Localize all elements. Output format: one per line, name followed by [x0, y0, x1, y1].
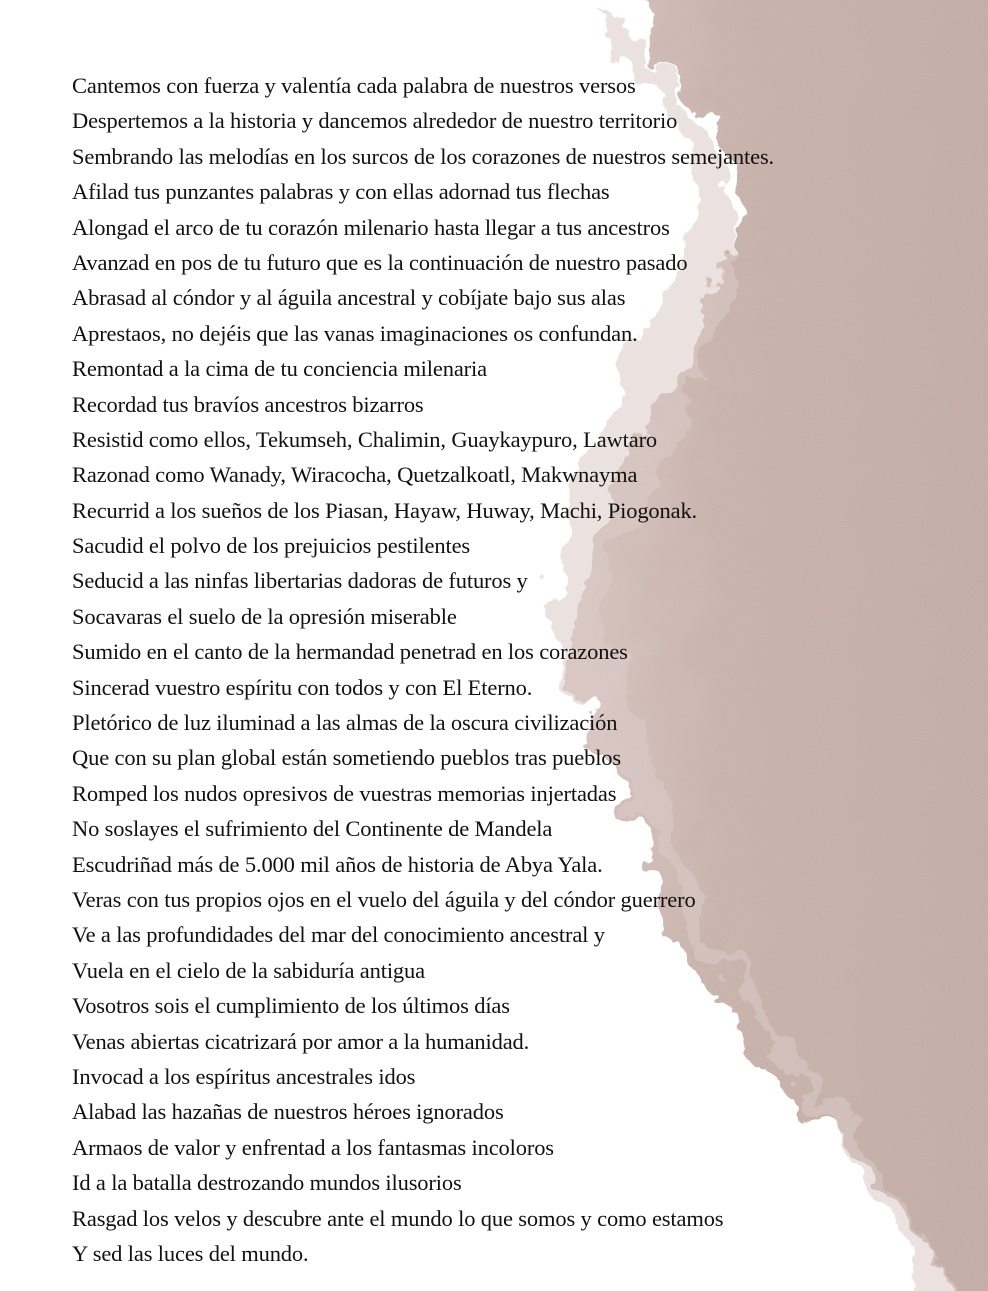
poem-line: Alongad el arco de tu corazón milenario hasta llegar a tus ancestros: [72, 214, 670, 240]
poem-line: Rasgad los velos y descubre ante el mundo lo que somos y como estamos: [72, 1205, 724, 1231]
poem-line: Veras con tus propios ojos en el vuelo del águila y del cóndor guerrero: [72, 886, 696, 912]
poem-line: Remontad a la cima de tu conciencia milenaria: [72, 356, 487, 382]
poem-line: Resistid como ellos, Tekumseh, Chalimin, Guaykaypuro, Lawtaro: [72, 426, 658, 452]
poem-line: No soslayes el sufrimiento del Continente de Mandela: [72, 816, 553, 842]
poem-line: Sembrando las melodías en los surcos de los corazones de nuestros semejantes.: [72, 143, 775, 169]
poem-line: Razonad como Wanady, Wiracocha, Quetzalkoatl, Makwnayma: [72, 462, 638, 488]
poem-line: Recurrid a los sueños de los Piasan, Hayaw, Huway, Machi, Piogonak.: [72, 497, 698, 523]
poem-line: Invocad a los espíritus ancestrales idos: [72, 1063, 416, 1089]
poem-line: Id a la batalla destrozando mundos ilusorios: [72, 1170, 462, 1196]
poem-line: Abrasad al cóndor y al águila ancestral y cobíjate bajo sus alas: [72, 285, 626, 311]
poem-line: Cantemos con fuerza y valentía cada palabra de nuestros versos: [72, 73, 636, 98]
poem-line: Ve a las profundidades del mar del conocimiento ancestral y: [72, 922, 605, 948]
poem-line: Armaos de valor y enfrentad a los fantasmas incoloros: [72, 1134, 554, 1160]
poem-line: Pletórico de luz iluminad a las almas de la oscura civilización: [72, 710, 618, 736]
poem-line: Romped los nudos opresivos de vuestras memorias injertadas: [72, 780, 617, 806]
poem-text: [72, 68, 932, 1271]
poem-line: Aprestaos, no dejéis que las vanas imaginaciones os confundan.: [72, 320, 638, 346]
poem-line: Escudriñad más de 5.000 mil años de historia de Abya Yala.: [72, 851, 603, 877]
poem-line: Despertemos a la historia y dancemos alrededor de nuestro territorio: [72, 108, 678, 134]
poem-line: Venas abiertas cicatrizará por amor a la humanidad.: [72, 1028, 530, 1054]
poem-line: Que con su plan global están sometiendo pueblos tras pueblos: [72, 745, 622, 771]
poem-line: Avanzad en pos de tu futuro que es la continuación de nuestro pasado: [72, 249, 688, 275]
poem-line: Sacudid el polvo de los prejuicios pestilentes: [72, 533, 471, 559]
poem-line: Socavaras el suelo de la opresión miserable: [72, 603, 457, 629]
poem-line: Alabad las hazañas de nuestros héroes ignorados: [72, 1099, 504, 1125]
poem-line: Sumido en el canto de la hermandad penetrad en los corazones: [72, 639, 628, 665]
poem-line: Vosotros sois el cumplimiento de los últimos días: [72, 993, 510, 1019]
poem-line: Seducid a las ninfas libertarias dadoras de futuros y: [72, 568, 528, 594]
poem-line: Afilad tus punzantes palabras y con ellas adornad tus flechas: [72, 179, 610, 205]
poem-line: Vuela en el cielo de la sabiduría antigua: [72, 957, 425, 983]
poem-line: Sincerad vuestro espíritu con todos y con El Eterno.: [72, 674, 533, 700]
poem-line: Recordad tus bravíos ancestros bizarros: [72, 391, 424, 417]
poem-line: Y sed las luces del mundo.: [72, 1240, 309, 1266]
